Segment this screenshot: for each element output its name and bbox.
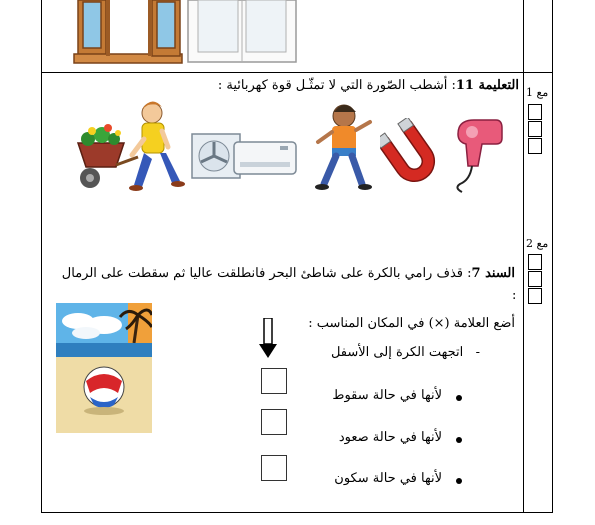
criterion-1-box-2[interactable]: [528, 121, 542, 137]
boy-wheelbarrow-image[interactable]: [68, 95, 186, 195]
option-rising: لأنها في حالة صعود: [338, 430, 442, 445]
instruction-11-text: : أشطب الصّورة التي لا تمثّـل قوة كهربائية :: [217, 78, 456, 93]
sea: [56, 343, 152, 357]
option-rest-bullet: [456, 478, 462, 484]
option-rising-bullet: [456, 437, 462, 443]
criterion-1-label: مع 1: [526, 86, 549, 99]
hair-dryer-image[interactable]: [452, 114, 504, 194]
document-7-line-2: :: [512, 288, 517, 303]
magnet-body: [380, 122, 442, 189]
criterion-2-box-2[interactable]: [528, 271, 542, 287]
criterion-2-box-1[interactable]: [528, 254, 542, 270]
window-illustration: [72, 0, 312, 66]
frame-row-separator: [41, 72, 553, 73]
criterion-1-box-1[interactable]: [528, 104, 542, 120]
task-sub-item: [331, 345, 480, 360]
window-left-shutter: [78, 0, 106, 56]
criterion-2-label: مع 2: [526, 237, 549, 250]
boy-running-image[interactable]: [312, 100, 374, 192]
answer-box-rest[interactable]: [261, 455, 287, 481]
option-rest: لأنها في حالة سكون: [334, 471, 442, 486]
task-instruction: أضع العلامة (×) في المكان المناسب :: [308, 316, 515, 331]
answer-box-falling[interactable]: [261, 368, 287, 394]
document-7-text: : قذف رامي بالكرة على شاطئ البحر فانطلقت عاليا ثم سقطت على الرمال: [61, 266, 472, 281]
sub-item-text: اتجهت الكرة إلى الأسفل: [330, 345, 464, 360]
frame-divider: [523, 0, 524, 513]
sub-item-dash: -: [463, 345, 480, 360]
instruction-11: [218, 78, 519, 93]
down-arrow-icon: [258, 318, 278, 360]
document-7-label: السند 7: [471, 266, 515, 281]
frame-right-border: [552, 0, 553, 513]
answer-box-rising[interactable]: [261, 409, 287, 435]
dryer-cord: [457, 166, 472, 192]
option-falling: لأنها في حالة سقوط: [332, 388, 442, 403]
window-white: [188, 0, 296, 62]
frame-left-border: [41, 0, 42, 513]
criterion-1-box-3[interactable]: [528, 138, 542, 154]
beach-ball-image: [56, 303, 152, 433]
dryer-body: [458, 120, 502, 166]
instruction-11-label: التعليمة 11: [455, 78, 519, 93]
option-falling-bullet: [456, 395, 462, 401]
criterion-2-box-3[interactable]: [528, 288, 542, 304]
frame-bottom-border: [41, 512, 553, 513]
document-7-line-1: [62, 266, 515, 281]
air-conditioner-image[interactable]: [190, 128, 298, 186]
magnet-image[interactable]: [380, 118, 444, 192]
